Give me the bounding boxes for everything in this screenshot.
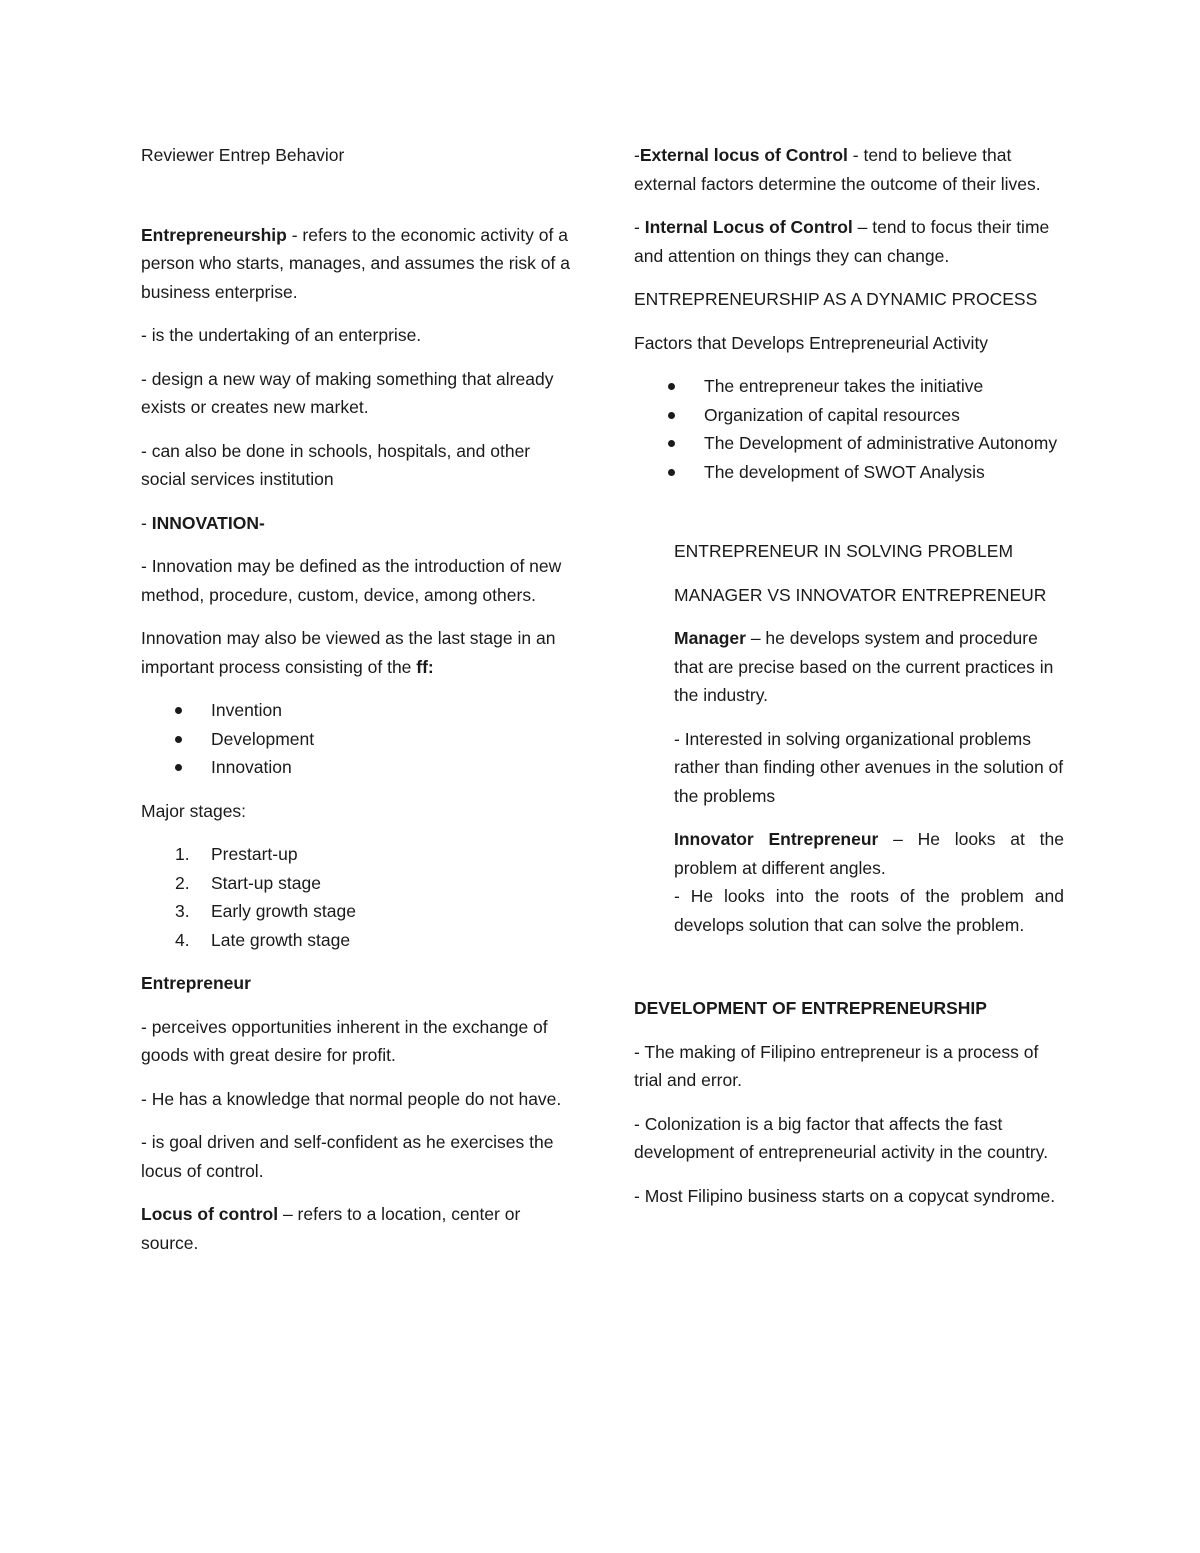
innovation-definition: - Innovation may be defined as the introduction of new method, procedure, custom, device, among others. bbox=[141, 556, 562, 605]
list-text: Late growth stage bbox=[211, 929, 351, 950]
manager-vs-innovator-heading: MANAGER VS INNOVATOR ENTREPRENEUR bbox=[674, 584, 1047, 605]
entrepreneur-point: - perceives opportunities inherent in the exchange of goods with great desire for profit. bbox=[141, 1016, 548, 1065]
internal-term: Internal Locus of Control bbox=[644, 217, 853, 237]
right-column bbox=[634, 141, 1064, 1225]
innovation-heading-text: INNOVATION- bbox=[151, 512, 265, 533]
entrepreneurship-definition bbox=[141, 221, 573, 307]
major-stages-list bbox=[141, 840, 573, 954]
list-item: The development of SWOT Analysis bbox=[634, 458, 1064, 487]
spacer bbox=[141, 681, 573, 696]
list-item: Invention bbox=[141, 696, 573, 725]
list-text: Early growth stage bbox=[211, 901, 356, 921]
spacer bbox=[634, 501, 1064, 537]
manager-point: - Interested in solving organizational problems rather than finding other avenues in the solution of the problems bbox=[674, 728, 1064, 806]
spacer bbox=[634, 357, 1064, 372]
internal-locus bbox=[634, 213, 1064, 270]
locus-def-text: – refers to a location, center or source. bbox=[141, 1204, 521, 1253]
internal-prefix: - bbox=[634, 217, 645, 237]
external-def: - tend to believe that external factors determine the outcome of their lives. bbox=[634, 145, 1041, 194]
innovator-definition bbox=[674, 825, 1064, 882]
innovator-def-text: – He looks at the problem at different angles. bbox=[674, 829, 1064, 878]
dynamic-process-heading: ENTREPRENEURSHIP AS A DYNAMIC PROCESS bbox=[634, 289, 1038, 309]
list-item: Innovation bbox=[141, 753, 573, 782]
entrepreneurship-point: - design a new way of making something that already exists or creates new market. bbox=[141, 368, 554, 417]
innovator-point: - He looks into the roots of the problem and develops solution that can solve the problem. bbox=[674, 886, 1064, 935]
entrepreneurship-point: - can also be done in schools, hospitals, and other social services institution bbox=[141, 440, 531, 489]
entrepreneurship-term: Entrepreneurship bbox=[141, 224, 287, 245]
list-number: 2. bbox=[175, 872, 190, 893]
innovation-stage-body: Innovation may also be viewed as the last stage in an important process consisting of the bbox=[141, 628, 556, 677]
manager-def-text: – he develops system and procedure that are precise based on the current practices in the industry. bbox=[674, 628, 1054, 705]
entrepreneur-point: - is goal driven and self-confident as he exercises the locus of control. bbox=[141, 1132, 554, 1181]
solving-problem-heading: ENTREPRENEUR IN SOLVING PROBLEM bbox=[674, 541, 1014, 561]
list-item bbox=[141, 869, 573, 898]
list-item: Organization of capital resources bbox=[634, 401, 1064, 430]
list-number: 1. bbox=[175, 844, 190, 864]
innovation-stage-text bbox=[141, 624, 573, 681]
entrepreneur-heading-text: Entrepreneur bbox=[141, 973, 251, 993]
list-item: The entrepreneur takes the initiative bbox=[634, 372, 1064, 401]
development-point: - Most Filipino business starts on a copycat syndrome. bbox=[634, 1185, 1056, 1206]
list-item: Development bbox=[141, 725, 573, 754]
list-item bbox=[141, 897, 573, 926]
left-column bbox=[141, 141, 573, 1272]
entrepreneurship-def-text: - refers to the economic activity of a person who starts, manages, and assumes the risk of a business enterprise. bbox=[141, 224, 570, 302]
external-locus bbox=[634, 141, 1064, 198]
locus-term: Locus of control bbox=[141, 1204, 279, 1224]
development-point: - The making of Filipino entrepreneur is a process of trial and error. bbox=[634, 1041, 1039, 1090]
external-term: External locus of Control bbox=[639, 145, 848, 165]
list-item bbox=[141, 926, 573, 955]
entrepreneur-heading bbox=[141, 969, 573, 998]
innovator-term: Innovator Entrepreneur bbox=[674, 829, 879, 849]
innovation-heading bbox=[141, 509, 573, 538]
manager-vs-innovator-block bbox=[634, 537, 1064, 939]
factors-list bbox=[634, 372, 1064, 486]
external-prefix: - bbox=[634, 145, 640, 165]
internal-def: – tend to focus their time and attention on things they can change. bbox=[634, 217, 1050, 266]
locus-definition bbox=[141, 1200, 573, 1257]
list-item bbox=[141, 840, 573, 869]
list-item: The Development of administrative Autonomy bbox=[634, 429, 1064, 458]
entrepreneurship-point: - is the undertaking of an enterprise. bbox=[141, 325, 422, 345]
innovation-heading-prefix: - bbox=[141, 512, 152, 533]
spacer bbox=[634, 954, 1064, 994]
list-text: Prestart-up bbox=[211, 844, 298, 864]
entrepreneur-point: - He has a knowledge that normal people do not have. bbox=[141, 1088, 562, 1109]
innovation-list bbox=[141, 696, 573, 782]
list-number: 3. bbox=[175, 901, 190, 921]
manager-definition bbox=[674, 624, 1064, 710]
major-stages-label: Major stages: bbox=[141, 800, 247, 821]
list-number: 4. bbox=[175, 929, 190, 950]
list-text: Start-up stage bbox=[211, 872, 321, 893]
factors-label: Factors that Develops Entrepreneurial Activity bbox=[634, 332, 989, 353]
document-title: Reviewer Entrep Behavior bbox=[141, 145, 345, 165]
development-heading-text: DEVELOPMENT OF ENTREPRENEURSHIP bbox=[634, 998, 987, 1018]
manager-term: Manager bbox=[674, 628, 746, 648]
innovation-stage-ff: ff: bbox=[416, 656, 434, 677]
development-point: - Colonization is a big factor that affects the fast development of entrepreneurial activity in the country. bbox=[634, 1113, 1049, 1162]
development-heading bbox=[634, 994, 1064, 1023]
spacer bbox=[141, 185, 573, 221]
